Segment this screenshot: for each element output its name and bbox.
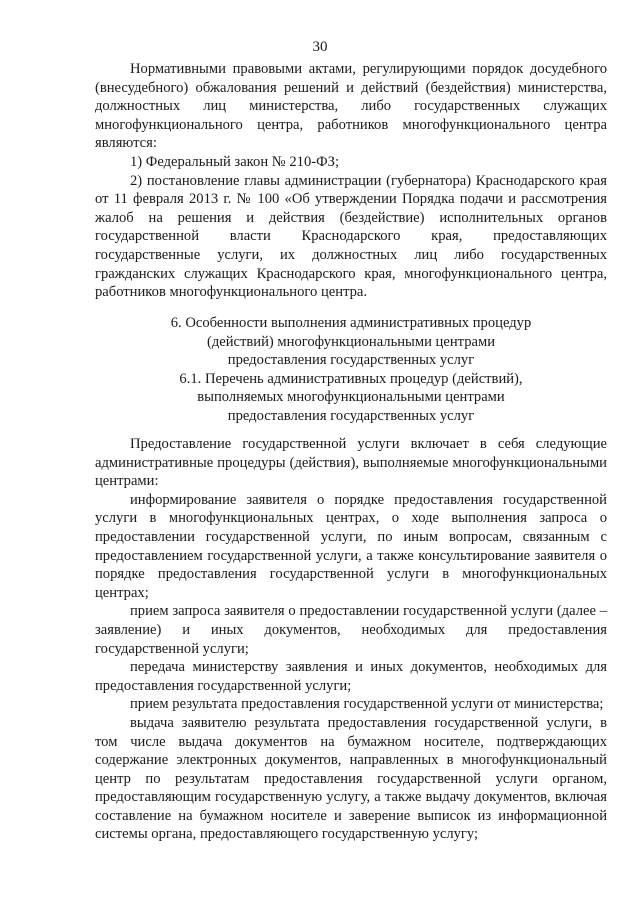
subsection-heading-line-2: выполняемых многофункциональными центрами (197, 389, 505, 406)
intro-item-1: 1) Федеральный закон № 210-ФЗ; (130, 153, 340, 170)
page-number: 30 (312, 39, 328, 55)
subsection-heading-line-1: 6.1. Перечень административных процедур (действий), (179, 370, 523, 387)
intro-block (95, 60, 607, 302)
section-heading (95, 314, 607, 426)
section-heading-line-3: предоставления государственных услуг (227, 352, 475, 369)
intro-item-2: 2) постановление главы администрации (губернатора) Краснодарского края от 11 февраля 2013 г. № 100 «Об утверждении Порядка подачи и рассмотрения жалоб на решения и действия (бездействие) исполнительных органов государственной власти Краснодарского края, предоставляющих государственные услуги, их должностных лиц либо государственных гражданских служащих Краснодарского края, многофункционального центра, работников многофункционального центра. (95, 172, 607, 301)
section-body (95, 435, 607, 844)
section-heading-line-2: (действий) многофункциональными центрами (206, 333, 496, 350)
section-body-intro: Предоставление государственной услуги включает в себя следующие административные процедуры (действия), выполняемые многофункциональными центрами: (95, 436, 607, 490)
intro-paragraph: Нормативными правовыми актами, регулирующими порядок досудебного (внесудебного) обжалования решений и действий (бездействия) министерства, должностных лиц министерства, либо государственных служащих многофункционального центра, работников многофункционального центра являются: (95, 61, 607, 152)
procedure-item-5: выдача заявителю результата предоставления государственной услуги, в том числе выдача документов на бумажном носителе, подтверждающих содержание электронных документов, направленных в многофункциональный центр по результатам предоставления государственной услуги органом, предоставляющим государственную услугу, а также выдачу документов, включая составление на бумажном носителе и заверение выписок из информационной системы органа, предоставляющего государственную услугу; (95, 714, 607, 843)
procedure-item-1: информирование заявителя о порядке предоставления государственной услуги в многофункциональных центрах, о ходе выполнения запроса о предоставлении государственной услуги, по иным вопросам, связанным с предоставлением государственной услуги, а также консультирование заявителя о порядке предоставления государственной услуги в многофункциональных центрах; (95, 491, 607, 601)
procedure-item-3: передача министерству заявления и иных документов, необходимых для предоставления государственной услуги; (95, 659, 607, 694)
procedure-item-4: прием результата предоставления государственной услуги от министерства; (130, 696, 604, 713)
subsection-heading-line-3: предоставления государственных услуг (227, 407, 475, 424)
procedure-item-2: прием запроса заявителя о предоставлении государственной услуги (далее – заявление) и иных документов, необходимых для предоставления государственной услуги; (95, 603, 607, 657)
section-heading-line-1: 6. Особенности выполнения административных процедур (170, 315, 532, 331)
